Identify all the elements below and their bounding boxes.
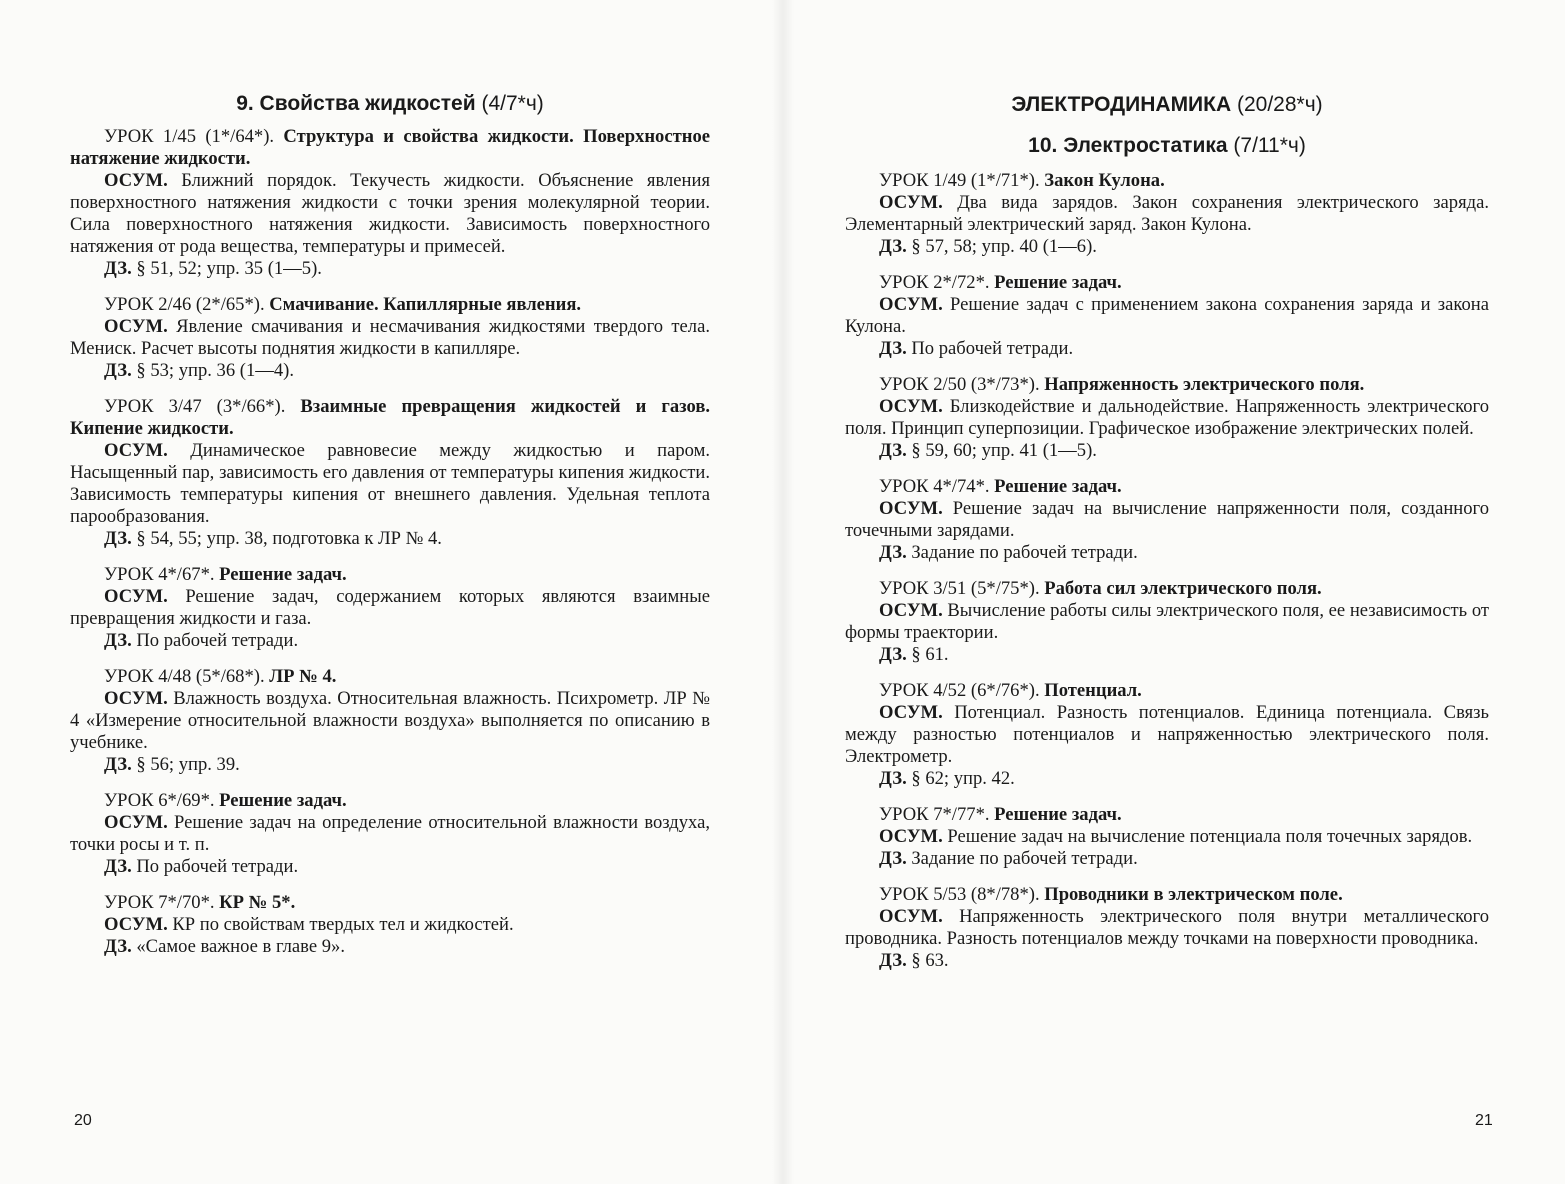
content-label: ОСУМ. (104, 440, 168, 461)
homework-label: ДЗ. (104, 936, 132, 957)
lesson-header (845, 884, 1489, 906)
lesson-homework (70, 630, 710, 652)
lesson-number: УРОК 2/46 (2*/65*). (104, 294, 270, 315)
content-text: Два вида зарядов. Закон сохранения электрического заряда. Элементарный электрический заряд. Закон Кулона. (845, 192, 1489, 235)
section-title-10 (845, 130, 1489, 162)
left-page-column (70, 88, 710, 972)
lesson-header (70, 396, 710, 440)
homework-label: ДЗ. (879, 950, 907, 971)
section-title-9 (70, 88, 710, 120)
lesson-content (70, 914, 710, 936)
content-text: Потенциал. Разность потенциалов. Единица потенциала. Связь между разностью потенциалов и напряженностью электрического поля. Электрометр. (845, 702, 1489, 767)
lesson-header (70, 892, 710, 914)
homework-label: ДЗ. (104, 856, 132, 877)
lesson-block (845, 170, 1489, 258)
homework-text: § 61. (906, 644, 949, 665)
lesson-homework (70, 360, 710, 382)
page-number-left: 20 (74, 1112, 92, 1129)
lesson-header (70, 790, 710, 812)
lesson-block (845, 884, 1489, 972)
lesson-block (845, 680, 1489, 790)
lesson-number: УРОК 3/51 (5*/75*). (879, 578, 1045, 599)
lesson-homework (845, 542, 1489, 564)
content-label: ОСУМ. (104, 316, 168, 337)
lesson-block (70, 666, 710, 776)
lesson-block (70, 564, 710, 652)
lesson-content (845, 906, 1489, 950)
lesson-number: УРОК 4/52 (6*/76*). (879, 680, 1045, 701)
lesson-block (845, 578, 1489, 666)
lesson-homework (845, 338, 1489, 360)
lesson-block (845, 374, 1489, 462)
lesson-header (845, 170, 1489, 192)
content-text: Влажность воздуха. Относительная влажность. Психрометр. ЛР № 4 «Измерение относительной влажности воздуха» выполняется по описанию в учебнике. (70, 688, 710, 753)
content-text: КР по свойствам твердых тел и жидкостей. (167, 914, 514, 935)
lesson-homework (845, 236, 1489, 258)
content-label: ОСУМ. (879, 192, 943, 213)
content-label: ОСУМ. (879, 600, 943, 621)
content-text: Решение задач с применением закона сохранения заряда и закона Кулона. (845, 294, 1489, 337)
lesson-block (845, 476, 1489, 564)
chapter-title (845, 88, 1489, 122)
lesson-homework (845, 950, 1489, 972)
lesson-block (70, 126, 710, 280)
lesson-content (70, 440, 710, 528)
lesson-content (845, 192, 1489, 236)
lesson-header (845, 680, 1489, 702)
lesson-topic: Структура и свойства жидкости. Поверхностное натяжение жидкости. (70, 126, 710, 169)
lesson-block (845, 804, 1489, 870)
lesson-header (70, 564, 710, 586)
lesson-content (845, 600, 1489, 644)
lesson-topic: ЛР № 4. (269, 666, 337, 687)
lesson-homework (845, 440, 1489, 462)
homework-text: § 53; упр. 36 (1—4). (131, 360, 295, 381)
homework-text: По рабочей тетради. (906, 338, 1074, 359)
lesson-header (70, 666, 710, 688)
lesson-homework (70, 754, 710, 776)
homework-text: Задание по рабочей тетради. (906, 542, 1138, 563)
homework-label: ДЗ. (104, 360, 132, 381)
page-number-right: 21 (1475, 1112, 1493, 1129)
lesson-content (845, 498, 1489, 542)
lesson-header (70, 294, 710, 316)
lesson-header (845, 578, 1489, 600)
content-label: ОСУМ. (104, 914, 168, 935)
content-label: ОСУМ. (879, 294, 943, 315)
lesson-number: УРОК 5/53 (8*/78*). (879, 884, 1045, 905)
lesson-homework (70, 258, 710, 280)
lesson-number: УРОК 3/47 (3*/66*). (104, 396, 301, 417)
homework-text: § 56; упр. 39. (131, 754, 240, 775)
lesson-topic: Решение задач. (994, 272, 1122, 293)
homework-label: ДЗ. (104, 754, 132, 775)
lesson-homework (70, 856, 710, 878)
content-text: Динамическое равновесие между жидкостью и паром. Насыщенный пар, зависимость его давления от температуры кипения жидкости. Зависимость температуры кипения от внешнего давления. Удельная теплота парообразования. (70, 440, 710, 527)
lesson-homework (845, 848, 1489, 870)
lesson-number: УРОК 7*/70*. (104, 892, 220, 913)
chapter-hours: (20/28*ч) (1236, 93, 1323, 116)
section-hours: (4/7*ч) (481, 92, 544, 115)
content-text: Вычисление работы силы электрического поля, ее независимость от формы траектории. (845, 600, 1489, 643)
lesson-number: УРОК 4*/67*. (104, 564, 220, 585)
lesson-block (70, 396, 710, 550)
content-text: Решение задач на вычисление напряженности поля, созданного точечными зарядами. (845, 498, 1489, 541)
content-label: ОСУМ. (104, 812, 168, 833)
homework-text: § 57, 58; упр. 40 (1—6). (906, 236, 1097, 257)
lesson-content (845, 294, 1489, 338)
homework-label: ДЗ. (104, 630, 132, 651)
content-label: ОСУМ. (879, 396, 943, 417)
right-page (782, 0, 1565, 1184)
homework-label: ДЗ. (879, 848, 907, 869)
lesson-number: УРОК 1/49 (1*/71*). (879, 170, 1045, 191)
content-label: ОСУМ. (879, 826, 943, 847)
left-page (0, 0, 782, 1184)
homework-label: ДЗ. (879, 644, 907, 665)
right-page-column (845, 88, 1489, 986)
content-text: Решение задач на вычисление потенциала поля точечных зарядов. (942, 826, 1473, 847)
lesson-content (845, 396, 1489, 440)
lesson-topic: Закон Кулона. (1044, 170, 1165, 191)
content-text: Ближний порядок. Текучесть жидкости. Объяснение явления поверхностного натяжения жидкости с точки зрения молекулярной теории. Сила поверхностного натяжения жидкости. Зависимость поверхностного натяжения от рода вещества, температуры и примесей. (70, 170, 710, 257)
lesson-content (70, 316, 710, 360)
lesson-topic: Решение задач. (219, 564, 347, 585)
content-text: Решение задач на определение относительной влажности воздуха, точки росы и т. п. (70, 812, 710, 855)
lesson-homework (845, 644, 1489, 666)
homework-label: ДЗ. (879, 768, 907, 789)
lesson-content (70, 586, 710, 630)
lesson-header (845, 374, 1489, 396)
section-title-text: 10. Электростатика (1028, 134, 1228, 157)
homework-label: ДЗ. (879, 440, 907, 461)
homework-label: ДЗ. (879, 338, 907, 359)
lesson-block (70, 790, 710, 878)
homework-text: По рабочей тетради. (131, 630, 299, 651)
lesson-content (70, 170, 710, 258)
lesson-topic: Работа сил электрического поля. (1044, 578, 1322, 599)
content-label: ОСУМ. (879, 498, 943, 519)
content-label: ОСУМ. (879, 702, 943, 723)
content-text: Близкодействие и дальнодействие. Напряженность электрического поля. Принцип суперпозиции. Графическое изображение электрических полей. (845, 396, 1489, 439)
lesson-topic: Напряженность электрического поля. (1044, 374, 1365, 395)
content-label: ОСУМ. (879, 906, 943, 927)
content-label: ОСУМ. (104, 586, 168, 607)
homework-text: Задание по рабочей тетради. (906, 848, 1138, 869)
homework-text: § 62; упр. 42. (906, 768, 1015, 789)
lesson-topic: Решение задач. (994, 476, 1122, 497)
homework-text: По рабочей тетради. (131, 856, 299, 877)
lesson-topic: Решение задач. (994, 804, 1122, 825)
lessons-list-left (70, 126, 710, 958)
homework-label: ДЗ. (879, 542, 907, 563)
lesson-content (70, 688, 710, 754)
lesson-homework (845, 768, 1489, 790)
lesson-block (845, 272, 1489, 360)
lesson-number: УРОК 7*/77*. (879, 804, 995, 825)
lesson-block (70, 892, 710, 958)
homework-text: § 59, 60; упр. 41 (1—5). (906, 440, 1097, 461)
content-text: Решение задач, содержанием которых являются взаимные превращения жидкости и газа. (70, 586, 710, 629)
lesson-topic: Проводники в электрическом поле. (1044, 884, 1343, 905)
content-text: Явление смачивания и несмачивания жидкостями твердого тела. Мениск. Расчет высоты поднятия жидкости в капилляре. (70, 316, 710, 359)
lesson-block (70, 294, 710, 382)
lesson-topic: Решение задач. (219, 790, 347, 811)
homework-text: § 51, 52; упр. 35 (1—5). (131, 258, 322, 279)
lesson-content (70, 812, 710, 856)
homework-label: ДЗ. (879, 236, 907, 257)
lesson-number: УРОК 4*/74*. (879, 476, 995, 497)
homework-text: § 54, 55; упр. 38, подготовка к ЛР № 4. (131, 528, 442, 549)
lesson-content (845, 826, 1489, 848)
lesson-content (845, 702, 1489, 768)
section-title-text: 9. Свойства жидкостей (236, 92, 476, 115)
homework-text: «Самое важное в главе 9». (131, 936, 345, 957)
lessons-list-right (845, 170, 1489, 972)
lesson-number: УРОК 2*/72*. (879, 272, 995, 293)
lesson-number: УРОК 4/48 (5*/68*). (104, 666, 270, 687)
content-label: ОСУМ. (104, 688, 168, 709)
content-label: ОСУМ. (104, 170, 168, 191)
lesson-header (845, 272, 1489, 294)
homework-label: ДЗ. (104, 528, 132, 549)
lesson-number: УРОК 1/45 (1*/64*). (104, 126, 284, 147)
lesson-header (70, 126, 710, 170)
chapter-title-text: ЭЛЕКТРОДИНАМИКА (1011, 93, 1232, 116)
lesson-number: УРОК 6*/69*. (104, 790, 220, 811)
lesson-number: УРОК 2/50 (3*/73*). (879, 374, 1045, 395)
lesson-topic: Потенциал. (1044, 680, 1142, 701)
lesson-topic: Смачивание. Капиллярные явления. (269, 294, 582, 315)
lesson-topic: КР № 5*. (219, 892, 296, 913)
lesson-header (845, 804, 1489, 826)
homework-text: § 63. (906, 950, 949, 971)
section-hours: (7/11*ч) (1233, 134, 1306, 157)
content-text: Напряженность электрического поля внутри металлического проводника. Разность потенциалов между точками на поверхности проводника. (845, 906, 1489, 949)
lesson-homework (70, 528, 710, 550)
lesson-topic: Взаимные превращения жидкостей и газов. Кипение жидкости. (70, 396, 711, 439)
lesson-homework (70, 936, 710, 958)
homework-label: ДЗ. (104, 258, 132, 279)
lesson-header (845, 476, 1489, 498)
